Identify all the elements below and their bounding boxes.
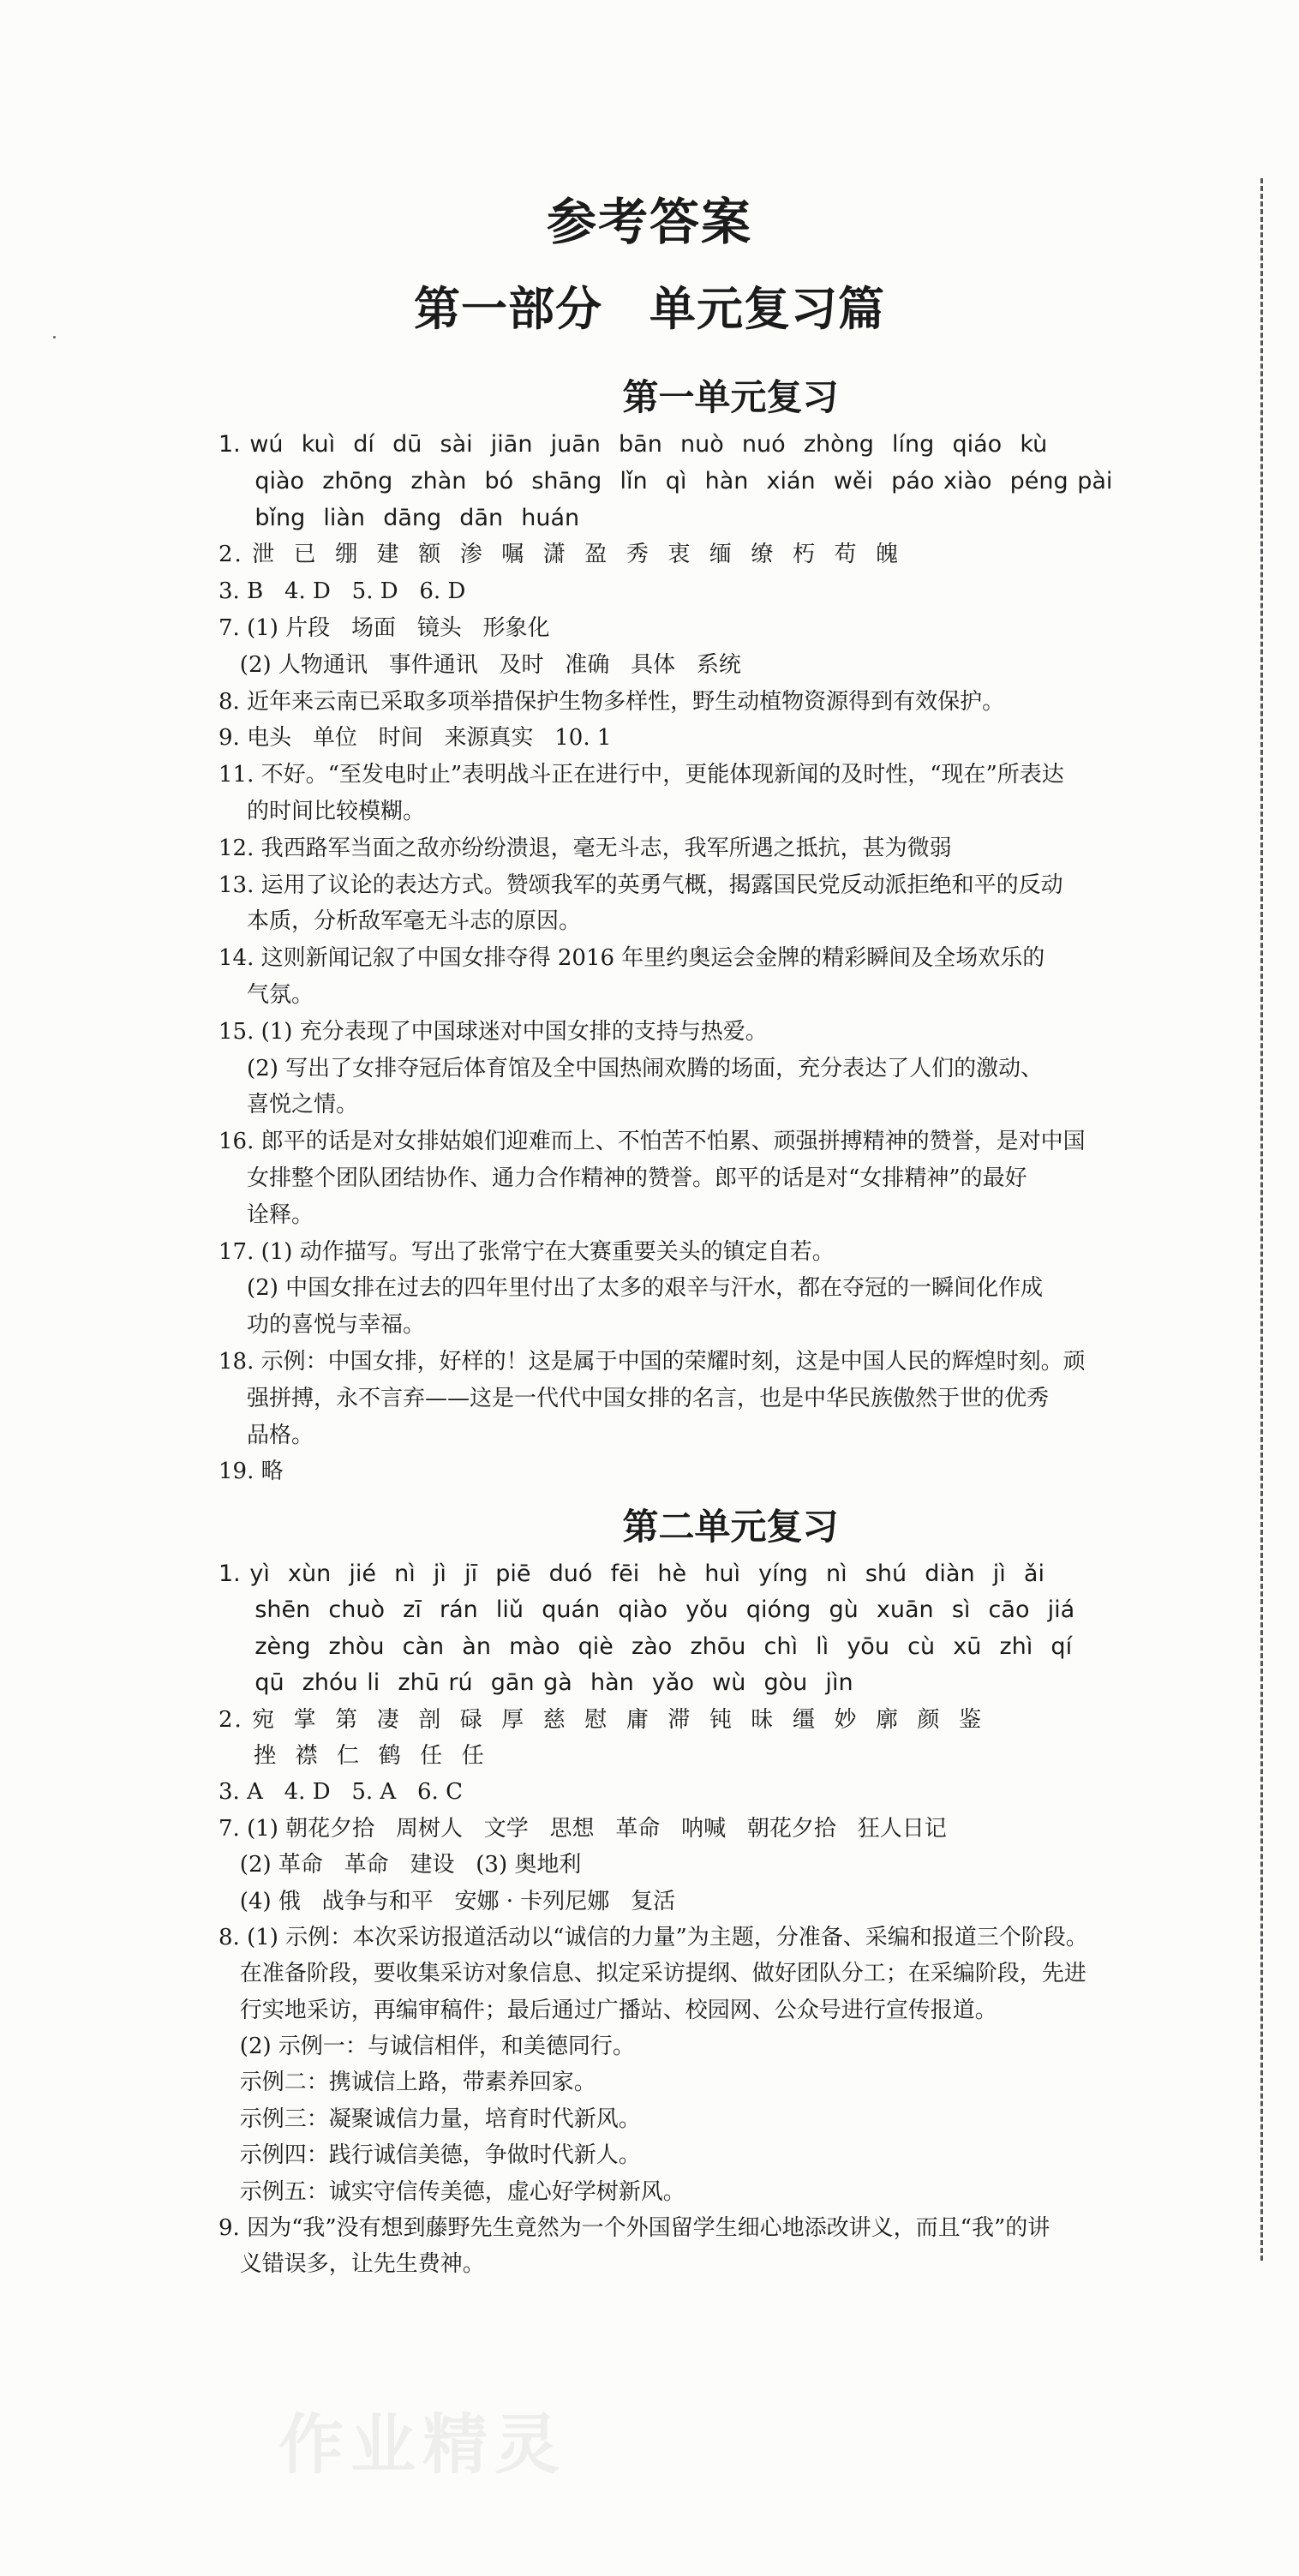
- answer-line: 诠释。: [218, 1201, 314, 1228]
- answer-line: (2) 人物通讯 事件通讯 及时 准确 具体 系统: [218, 651, 741, 678]
- answer-line: 13. 运用了议论的表达方式。赞颂我军的英勇气概，揭露国民党反动派拒绝和平的反动: [218, 872, 1063, 898]
- unit-1-review: [218, 370, 1242, 1490]
- answer-line: 在准备阶段，要收集采访对象信息、拟定采访提纲、做好团队分工；在采编阶段，先进: [218, 1961, 1086, 1987]
- answer-line: 15. (1) 充分表现了中国球迷对中国女排的支持与热爱。: [218, 1018, 768, 1045]
- cut-line-divider: [1260, 178, 1263, 2261]
- answer-line: 2. 宛 掌 第 凄 剖 碌 厚 慈 慰 庸 滞 钝 昧 缰 妙 廓 颜 鉴: [218, 1706, 984, 1733]
- answer-line: 示例三：凝聚诚信力量，培育时代新风。: [218, 2106, 641, 2132]
- answer-line: 18. 示例：中国女排，好样的！这是属于中国的荣耀时刻，这是中国人民的辉煌时刻。顽: [218, 1348, 1086, 1375]
- answer-line: 9. 电头 单位 时间 来源真实 10. 1: [218, 725, 612, 752]
- answer-line: 3. A 4. D 5. A 6. C: [218, 1779, 463, 1806]
- unit-2-review: [218, 1500, 1242, 2283]
- answer-line: 喜悦之情。: [218, 1092, 359, 1118]
- page-title: 参考答案: [546, 193, 752, 251]
- answer-line: 女排整个团队团结协作、通力合作精神的赞誉。郎平的话是对“女排精神”的最好: [218, 1165, 1027, 1191]
- answer-line: 义错误多，让先生费神。: [218, 2251, 485, 2278]
- answer-line: (2) 中国女排在过去的四年里付出了太多的艰辛与汗水，都在夺冠的一瞬间化作成: [218, 1275, 1044, 1302]
- answer-line: 示例二：携诚信上路，带素养回家。: [218, 2070, 596, 2096]
- answer-line: 19. 略: [218, 1459, 284, 1485]
- answer-line: 1. wú kuì dí dū sài jiān juān bān nuò nuó zhòng líng qiáo kù: [218, 431, 1048, 458]
- unit-1-title: 第一单元复习: [622, 376, 839, 418]
- answer-line: 示例五：诚实守信传美德，虚心好学树新风。: [218, 2178, 685, 2205]
- answer-line: 9. 因为“我”没有想到藤野先生竟然为一个外国留学生细心地添改讲义，而且“我”的讲: [218, 2215, 1051, 2242]
- answer-line: bǐng liàn dāng dān huán: [218, 504, 580, 531]
- part-title: 第一部分 单元复习篇: [414, 282, 885, 336]
- answer-line: 7. (1) 片段 场面 镜头 形象化: [218, 614, 550, 641]
- answer-line: 2. 泄 已 绷 建 额 渗 嘱 潇 盈 秀 衷 缅 缭 朽 苟 魄: [218, 542, 901, 568]
- answer-line: 品格。: [218, 1422, 314, 1448]
- answer-line: 气氛。: [218, 981, 314, 1008]
- answer-line: 16. 郎平的话是对女排姑娘们迎难而上、不怕苦不怕累、顽强拼搏精神的赞誉，是对中国: [218, 1129, 1086, 1155]
- answer-line: 功的喜悦与幸福。: [218, 1312, 426, 1339]
- answer-line: (2) 写出了女排夺冠后体育馆及全中国热闹欢腾的场面，充分表达了人们的激动、: [218, 1055, 1044, 1081]
- answer-line: 3. B 4. D 5. D 6. D: [218, 578, 466, 605]
- watermark-logo: 作业精灵: [278, 2406, 566, 2483]
- answer-line: (2) 示例一：与诚信相伴，和美德同行。: [218, 2034, 635, 2060]
- answer-line: (2) 革命 革命 建设 (3) 奥地利: [218, 1852, 582, 1878]
- answer-line: qū zhóu li zhū rú gān gà hàn yǎo wù gòu jìn: [218, 1669, 853, 1697]
- answer-line: 的时间比较模糊。: [218, 798, 426, 824]
- answer-line: (4) 俄 战争与和平 安娜 · 卡列尼娜 复活: [218, 1888, 676, 1914]
- answer-line: 11. 不好。“至发电时止”表明战斗正在进行中，更能体现新闻的及时性，“现在”所表达: [218, 762, 1064, 788]
- answer-line: shēn chuò zī rán liǔ quán qiào yǒu qióng gù xuān sì cāo jiá: [218, 1597, 1075, 1624]
- answer-line: 12. 我西路军当面之敌亦纷纷溃退，毫无斗志，我军所遇之抵抗，甚为微弱: [218, 835, 952, 861]
- answer-line: 示例四：践行诚信美德，争做时代新人。: [218, 2142, 641, 2169]
- unit-2-title: 第二单元复习: [622, 1506, 839, 1548]
- answer-line: 8. (1) 示例：本次采访报道活动以“诚信的力量”为主题，分准备、采编和报道三个阶段。: [218, 1924, 1088, 1950]
- answer-line: zèng zhòu càn àn mào qiè zào zhōu chì lì yōu cù xū zhì qí: [218, 1632, 1073, 1660]
- answer-line: 8. 近年来云南已采取多项举措保护生物多样性，野生动植物资源得到有效保护。: [218, 688, 1005, 715]
- answer-line: 行实地采访，再编审稿件；最后通过广播站、校园网、公众号进行宣传报道。: [218, 1997, 997, 2023]
- answer-line: 强拼搏，永不言弃——这是一代代中国女排的名言，也是中华民族傲然于世的优秀: [218, 1385, 1050, 1411]
- answer-line: 7. (1) 朝花夕拾 周树人 文学 思想 革命 呐喊 朝花夕拾 狂人日记: [218, 1815, 947, 1842]
- answer-line: qiào zhōng zhàn bó shāng lǐn qì hàn xián wěi páo xiào péng pài: [218, 467, 1113, 494]
- answer-line: 14. 这则新闻记叙了中国女排夺得 2016 年里约奥运会金牌的精彩瞬间及全场欢乐的: [218, 945, 1045, 972]
- answer-line: 1. yì xùn jié nì jì jī piē duó fēi hè huì yíng nì shú diàn jì ǎi: [218, 1561, 1045, 1587]
- answer-line: 本质，分析敌军毫无斗志的原因。: [218, 908, 582, 935]
- answer-line: 挫 襟 仁 鹤 任 任: [218, 1742, 486, 1769]
- answer-line: 17. (1) 动作描写。写出了张常宁在大赛重要关头的镇定自若。: [218, 1238, 835, 1265]
